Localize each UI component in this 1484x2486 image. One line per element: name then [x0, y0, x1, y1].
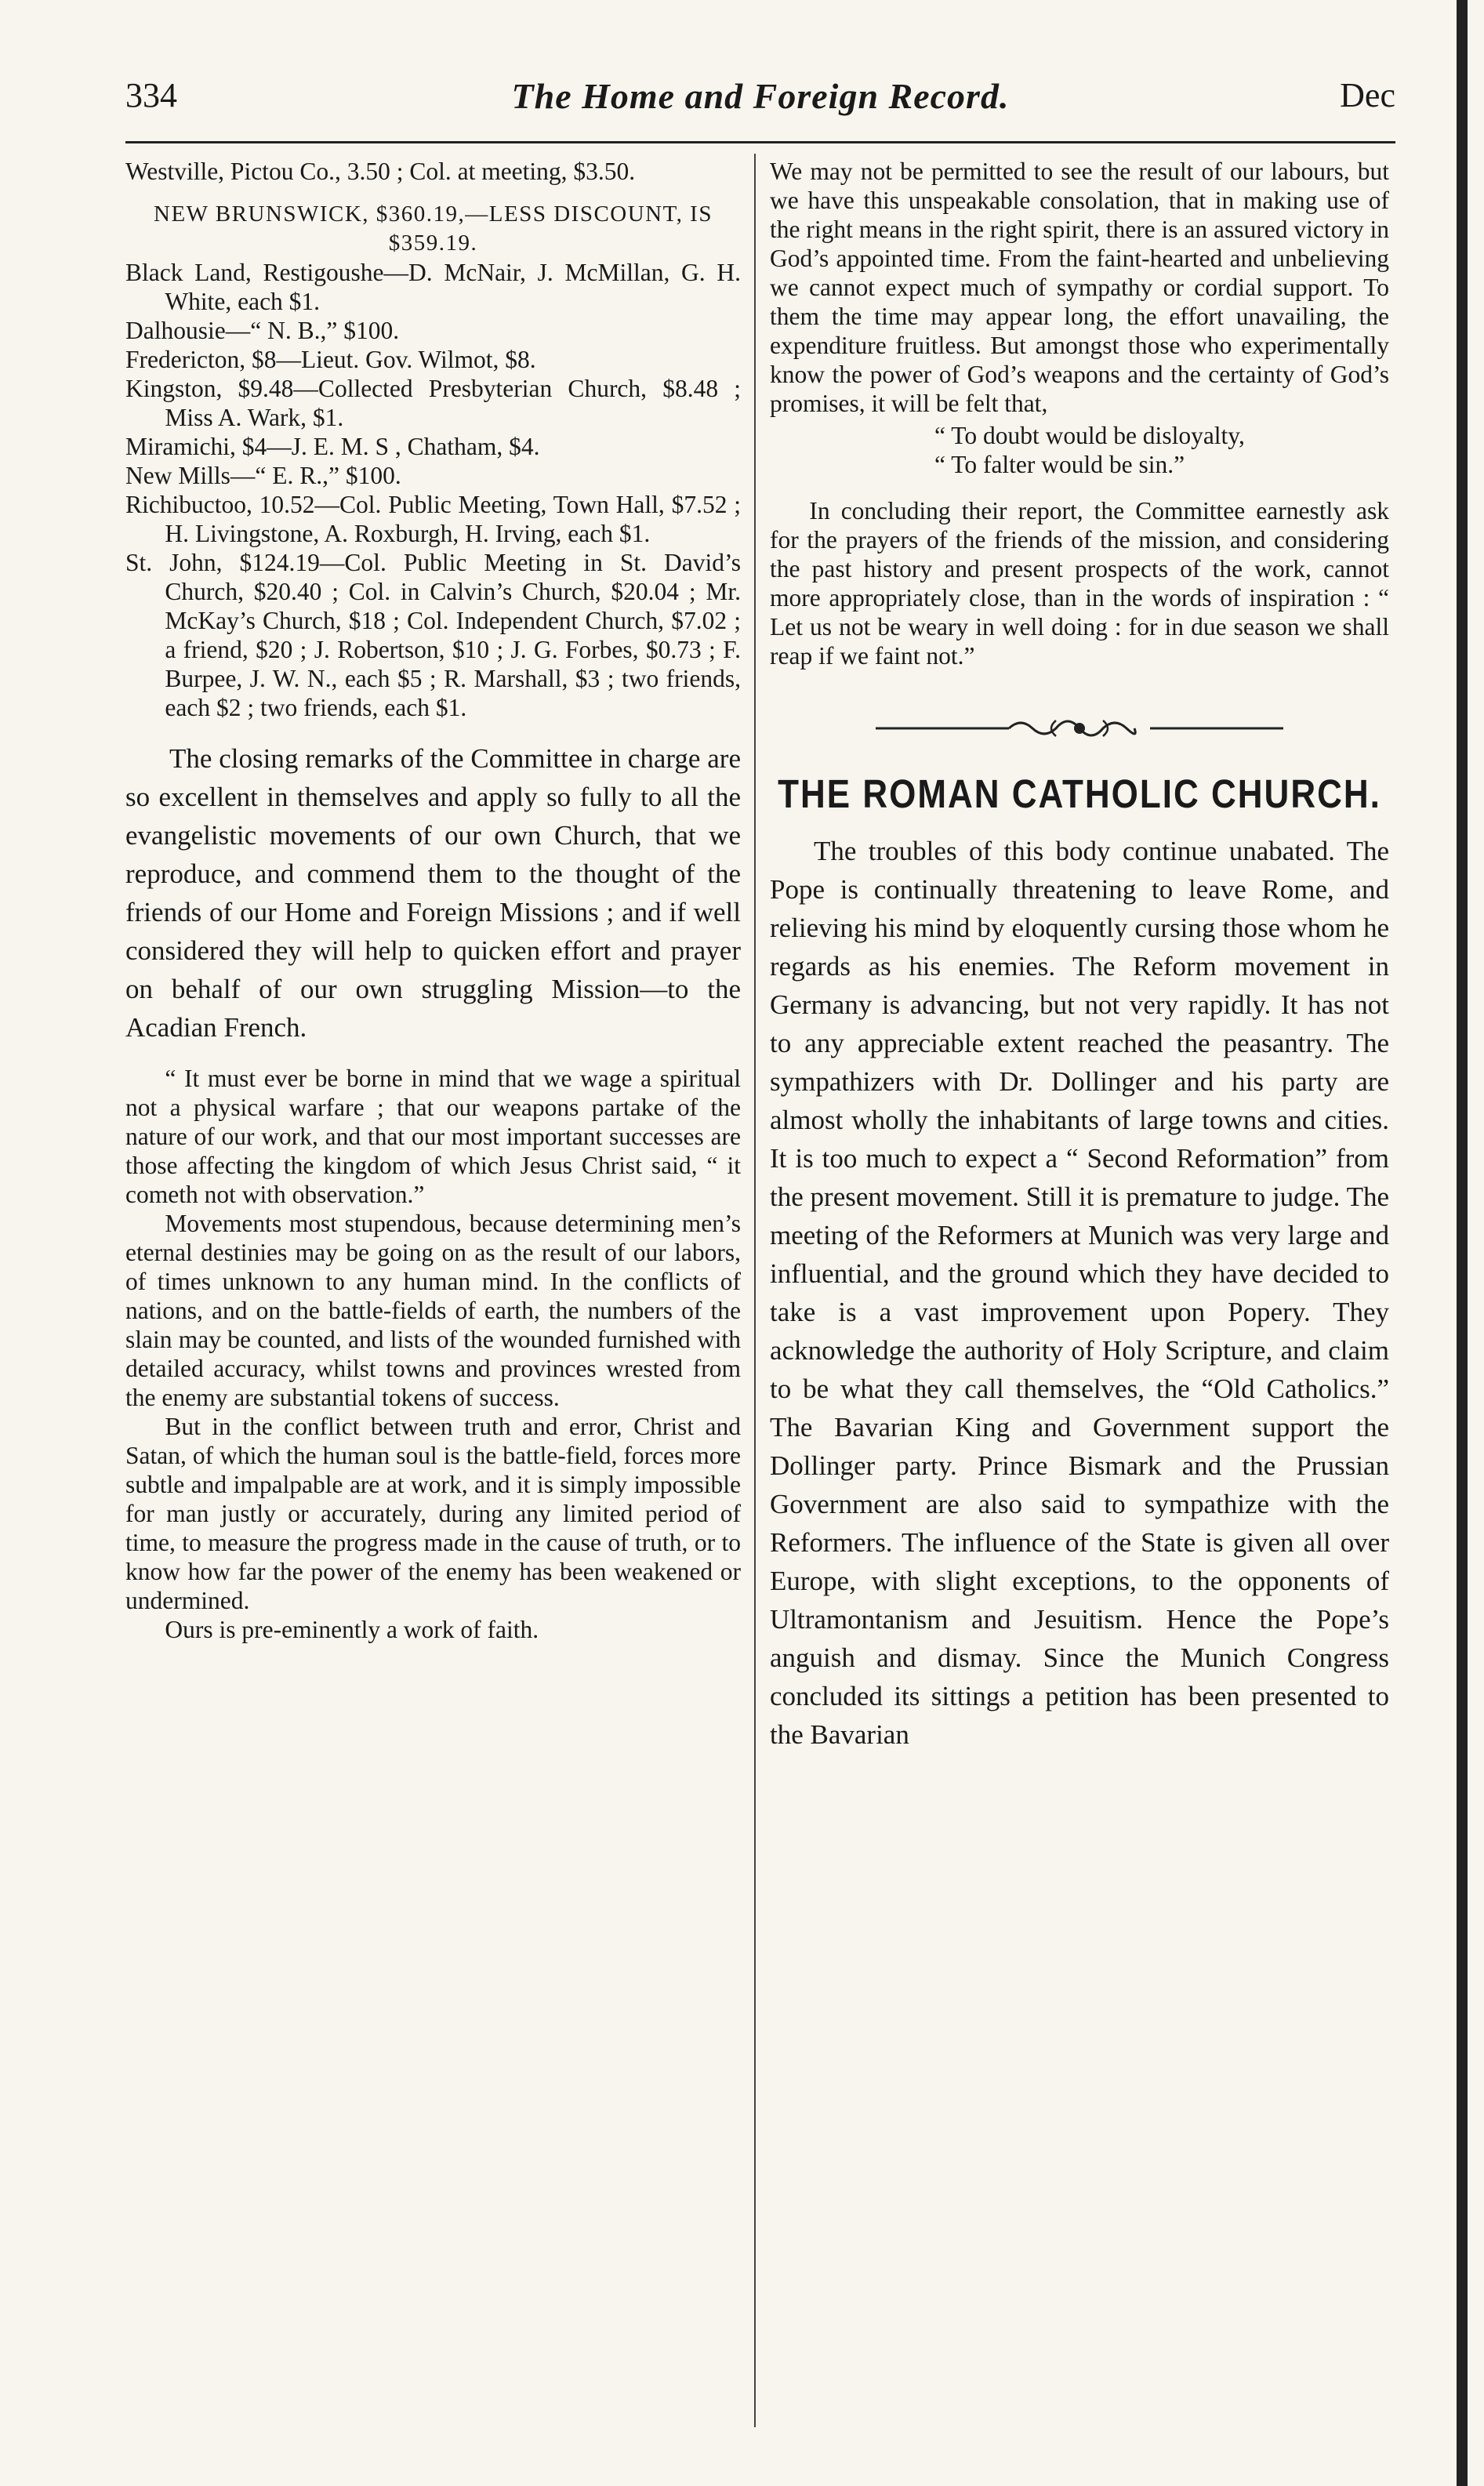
quote-paragraph: Ours is pre-eminently a work of faith.	[165, 1616, 539, 1643]
article-body: The troubles of this body continue unabated. The Pope is continually threatening to leave Rome, and relieving his mind by eloquently cursing those whom he regards as his enemies. The Reform movement in Germany is advancing, but not very rapidly. It has not to any appreciable extent reached the peasantry. The sympathizers with Dr. Dollinger and his party are almost wholly the inhabitants of large towns and cities. It is too much to expect a “ Second Reformation” from the present movement. Still it is premature to judge. The meeting of the Reformers at Munich was very large and influential, and the ground which they have decided to take is a vast improvement upon Popery. They acknowledge the authority of Holy Scripture, and claim to be what they call themselves, the “Old Catholics.” The Bavarian King and Government support the Dollinger party. Prince Bismark and the Prussian Government are also said to sympathize with the Reformers. The influence of the State is given all over Europe, with slight exceptions, to the opponents of Ultramontanism and Jesuitism. Hence the Pope’s anguish and dismay. Since the Munich Congress concluded its sittings a petition has been presented to the Bavarian	[770, 836, 1389, 1750]
column-divider	[754, 154, 756, 2427]
poem-line: “ To falter would be sin.”	[934, 451, 1185, 478]
quote-paragraph: But in the conflict between truth and error, Christ and Satan, of which the human soul is the battle-field, forces more subtle and impalpable are at work, and it is simply impossible for man justly or accurately, during any limited period of time, to measure the progress made in the cause of truth, or to know how far the power of the enemy has been weakened or undermined.	[125, 1413, 741, 1614]
contribution-westville: Westville, Pictou Co., 3.50 ; Col. at meeting, $3.50.	[125, 158, 636, 185]
concluding-paragraph: In concluding their report, the Committee earnestly ask for the prayers of the friends of the mission, and considering the past history and present prospects of the work, cannot more appropriately close, than in the words of inspiration : “ Let us not be weary in well doing : for in due season we shall reap if we faint not.”	[770, 497, 1389, 670]
province-heading: NEW BRUNSWICK, $360.19,—LESS DISCOUNT, IS $359.19.	[154, 201, 713, 256]
closing-remarks-intro: The closing remarks of the Committee in charge are so excellent in themselves and apply so fully to all the evangelistic movements of our own Church, that we reproduce, and commend them to the thought of the friends of our Home and Foreign Missions ; and if well considered they will help to quicken effort and prayer on behalf of our own struggling Mission—to the Acadian French.	[125, 743, 741, 1043]
quote-paragraph: “ It must ever be borne in mind that we wage a spiritual not a physical warfare ; that our weapons partake of the nature of our work, and that our most important successes are those affecting the kingdom of which Jesus Christ said, “ it cometh not with observation.”	[125, 1065, 741, 1208]
ornamental-rule	[876, 713, 1283, 744]
contribution-entry: Fredericton, $8—Lieut. Gov. Wilmot, $8.	[125, 346, 536, 373]
contribution-entry: Kingston, $9.48—Collected Presbyterian Church, $8.48 ; Miss A. Wark, $1.	[125, 375, 741, 431]
running-head-month: Dec	[1340, 76, 1395, 114]
poem-quote	[770, 421, 1389, 479]
ornament-flourish-icon	[876, 713, 1283, 744]
poem-line: “ To doubt would be disloyalty,	[934, 422, 1245, 449]
journal-title: The Home and Foreign Record.	[511, 76, 1010, 116]
header-rule	[125, 141, 1395, 143]
left-column	[125, 157, 741, 1644]
contribution-entry: Miramichi, $4—J. E. M. S , Chatham, $4.	[125, 433, 540, 460]
committee-quote	[125, 1064, 741, 1644]
contribution-entry: St. John, $124.19—Col. Public Meeting in St. David’s Church, $20.40 ; Col. in Calvin’s Church, $20.04 ; Mr. McKay’s Church, $18 ; Col. Independent Church, $7.02 ; a friend, $20 ; J. Robertson, $10 ; J. G. Forbes, $0.73 ; F. Burpee, J. W. N., each $5 ; R. Marshall, $3 ; two friends, each $2 ; two friends, each $1.	[125, 549, 741, 721]
running-head	[125, 75, 1395, 138]
article-heading: THE ROMAN CATHOLIC CHURCH.	[778, 772, 1381, 817]
contribution-entry: Black Land, Restigoushe—D. McNair, J. McMillan, G. H. White, each $1.	[125, 259, 741, 315]
contribution-entry: New Mills—“ E. R.,” $100.	[125, 462, 401, 489]
right-column	[770, 157, 1389, 1754]
quote-paragraph: Movements most stupendous, because determining men’s eternal destinies may be going on as the result of our labors, of times unknown to any human mind. In the conflicts of nations, and on the battle-fields of earth, the numbers of the slain may be counted, and lists of the wounded furnished with detailed accuracy, whilst towns and provinces wrested from the enemy are substantial tokens of success.	[125, 1210, 741, 1411]
contribution-entry: Richibuctoo, 10.52—Col. Public Meeting, Town Hall, $7.52 ; H. Livingstone, A. Roxburgh, H. Irving, each $1.	[125, 491, 741, 547]
page-number: 334	[125, 76, 177, 114]
contribution-entry: Dalhousie—“ N. B.,” $100.	[125, 317, 400, 344]
page-edge-shadow	[1457, 0, 1468, 2486]
quote-continued: We may not be permitted to see the result of our labours, but we have this unspeakable consolation, that in making use of the right means in the right spirit, there is an assured victory in God’s appointed time. From the faint-hearted and unbelieving we cannot expect much of sympathy or cordial support. To them the time may appear long, the effort unavailing, the expenditure fruitless. But amongst those who experimentally know the power of God’s weapons and the certainty of God’s promises, it will be felt that,	[770, 158, 1389, 417]
